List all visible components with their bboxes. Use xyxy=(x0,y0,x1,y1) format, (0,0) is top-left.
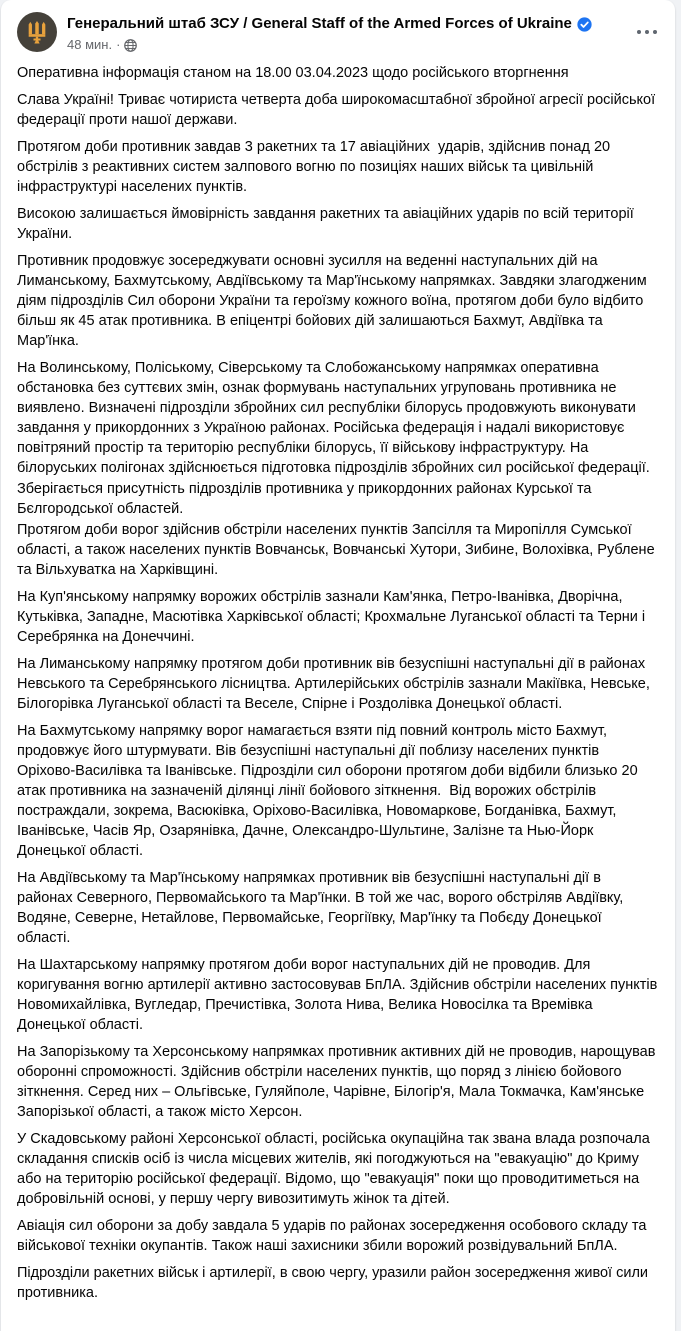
name-row xyxy=(67,14,631,33)
post-paragraph: У Скадовському районі Херсонської області, російська окупаційна так звана влада розпочала складання списків осіб із числа місцевих жителів, які погоджуються на "евакуацію" до Криму або на територію російської федерації. Відомо, що "евакуація" поки що проводитиметься на добровільній основі, у першу чергу вивозитимуть жінок та дітей. xyxy=(17,1131,654,1207)
avatar[interactable] xyxy=(17,12,57,52)
public-audience-globe-icon xyxy=(124,39,137,52)
post-header xyxy=(1,0,675,53)
post-paragraph: Протягом доби противник завдав 3 ракетних та 17 авіаційних ударів, здійснив понад 20 обстрілів з реактивних систем залпового вогню по позиціях наших військ та цивільній інфраструктурі населених пунктів. xyxy=(17,139,615,195)
post-paragraph: Підрозділи ракетних військ і артилерії, в свою чергу, уразили район зосередження живої сили противника. xyxy=(17,1265,653,1301)
post-paragraph: На Шахтарському напрямку протягом доби ворог наступальних дій не проводив. Для коригування вогню артилерії активно застосовував БпЛА. Здійснив обстріли населених пунктів Новомихайлівка, Вугледар, Пречистівка, Золота Нива, Велика Новосілка та Времівка Донецької області. xyxy=(17,957,662,1033)
header-text-block xyxy=(67,12,631,53)
post-paragraph: Противник продовжує зосереджувати основні зусилля на веденні наступальних дій на Лиманському, Бахмутському, Авдіївському та Мар'їнському напрямках. Завдяки злагодженим діям підрозділів Сил оборони України та героїзму кожного воїна, протягом доби було відбито більш як 45 атак противника. В епіцентрі бойових дій залишаються Бахмут, Авдіївка та Мар'їнка. xyxy=(17,253,651,349)
post-paragraph: Оперативна інформація станом на 18.00 03.04.2023 щодо російського вторгнення xyxy=(17,65,569,81)
verified-badge-icon xyxy=(577,17,592,32)
post-card xyxy=(1,0,675,1331)
post-paragraph: На Бахмутському напрямку ворог намагається взяти під повний контроль місто Бахмут, продовжує його штурмувати. Вів безуспішні наступальні дії поблизу населених пунктів Оріхово-Василівка та Іванівське. Підрозділи сил оборони протягом доби відбили близько 20 атак противника на зазначеній ділянці лінії бойового зіткнення. Від ворожих обстрілів постраждали, зокрема, Васюківка, Оріхово-Василівка, Новомаркове, Богданівка, Бахмут, Іванівське, Часів Яр, Озарянівка, Дачне, Олександро-Шультине, Залізне та Нью-Йорк Донецької області. xyxy=(17,723,642,859)
trident-emblem-icon xyxy=(26,21,48,44)
more-options-button[interactable] xyxy=(631,16,663,48)
post-paragraph: Слава Україні! Триває чотириста четверта доба широкомасштабної збройної агресії російської федерації проти нашої держави. xyxy=(17,92,660,128)
post-paragraph: Високою залишається ймовірність завдання ракетних та авіаційних ударів по всій території України. xyxy=(17,206,638,242)
three-dots-icon xyxy=(636,29,658,35)
post-paragraph: На Запорізькому та Херсонському напрямках противник активних дій не проводив, нарощував оборонні спроможності. Здійснив обстріли населених пунктів, що поряд з лінією бойового зіткнення. Серед них – Ольгівське, Гуляйполе, Чарівне, Білогір'я, Мала Токмачка, Кам'янське Запорізької області, а також місто Херсон. xyxy=(17,1044,660,1120)
post-text xyxy=(1,53,675,1317)
meta-separator: · xyxy=(116,37,121,52)
post-paragraph: На Авдіївському та Мар'їнському напрямках противник вів безуспішні наступальні дії в районах Северного, Первомайського та Мар'їнки. В той же час, ворого обстріляв Авдіївку, Водяне, Северне, Нетайлове, Первомайське, Георгіївку, Мар'їнку та Побєду Донецької області. xyxy=(17,870,628,946)
post-paragraph: На Лиманському напрямку протягом доби противник вів безуспішні наступальні дії в районах Невського та Серебрянського лісництва. Артилерійських обстрілів зазнали Макіївка, Невське, Білогорівка Луганської області та Веселе, Спірне і Роздолівка Донецької області. xyxy=(17,656,654,712)
post-paragraph: Протягом доби ворог здійснив обстріли населених пунктів Запсілля та Миропілля Сумської області, а також населених пунктів Вовчанськ, Вовчанські Хутори, Зибине, Волохівка, Рублене та Вільхуватка на Харківщині. xyxy=(17,522,659,578)
post-meta xyxy=(67,37,631,53)
post-paragraph: На Куп'янському напрямку ворожих обстрілів зазнали Кам'янка, Петро-Іванівка, Дворічна, Кутьківка, Западне, Масютівка Харківської області; Крохмальне Луганської області та Терни і Серебрянка на Донеччині. xyxy=(17,589,650,645)
post-paragraph: На Волинському, Поліському, Сіверському та Слобожанському напрямках оперативна обстановка без суттєвих змін, ознак формувань наступальних угруповань противника не виявлено. Визначені підрозділи збройних сил республіки білорусь продовжують виконувати завдання у прикордонних з Україною районах. Російська федерація і надалі використовує повітряний простір та територію республіки білорусь, її військову інфраструктуру. На білоруських полігонах здійснюється підготовка підрозділів збройних сил російської федерації. xyxy=(17,360,650,476)
timestamp[interactable]: 48 мин. xyxy=(67,37,113,52)
page-name-link[interactable]: Генеральний штаб ЗСУ / General Staff of the Armed Forces of Ukraine xyxy=(67,15,572,32)
post-paragraph: Зберігається присутність підрозділів противника у прикордонних районах Курської та Бєлгородської областей. xyxy=(17,481,596,517)
post-paragraph: Авіація сил оборони за добу завдала 5 ударів по районах зосередження особового складу та військової техніки окупантів. Також наші захисники збили ворожий розвідувальний БпЛА. xyxy=(17,1218,651,1254)
